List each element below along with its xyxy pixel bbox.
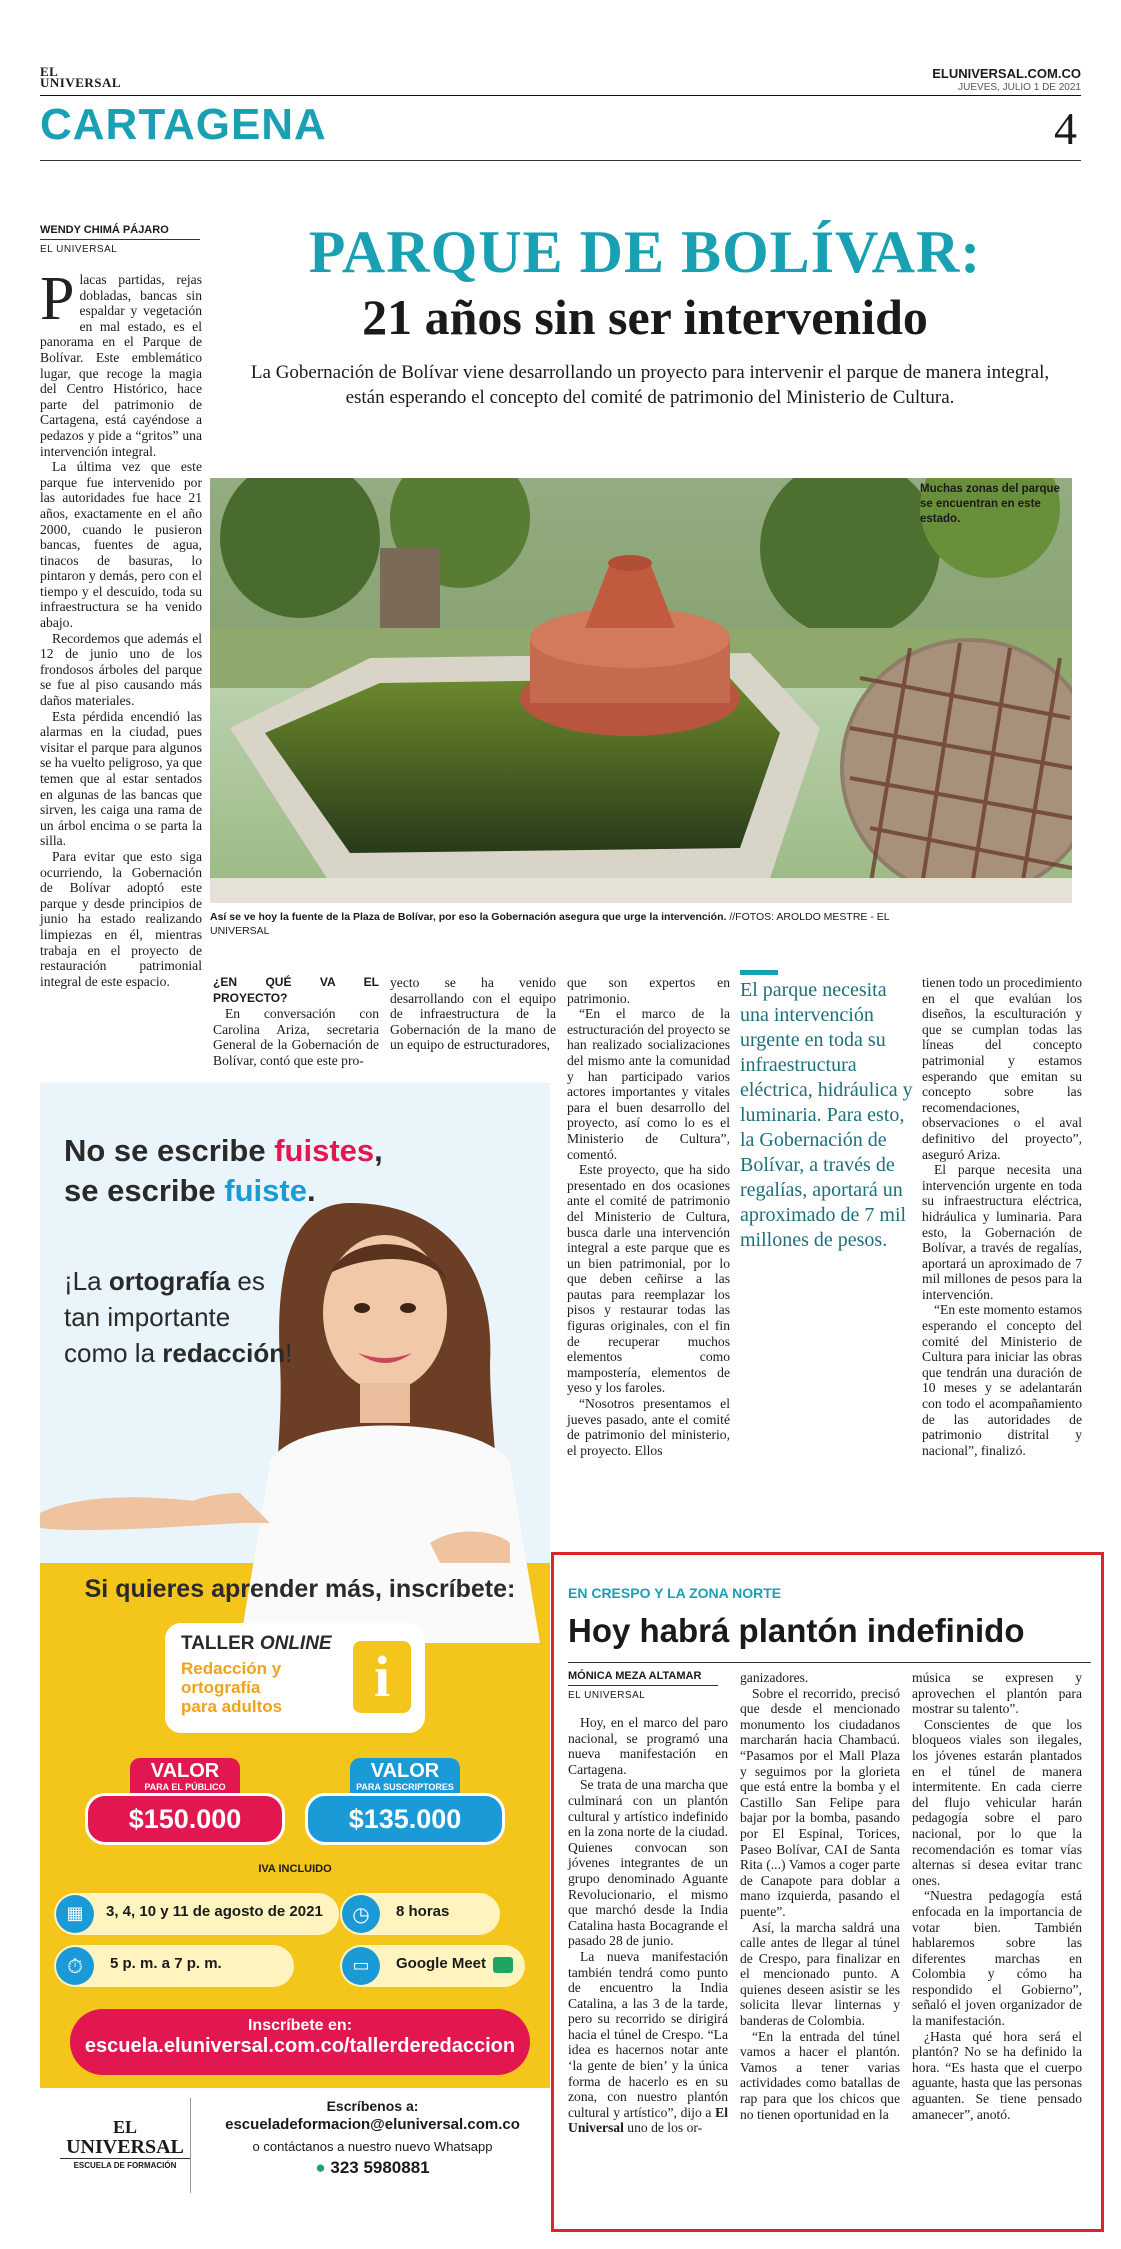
hours-text: 8 horas	[396, 1903, 450, 1920]
paragraph: Para evitar que esto siga ocurriendo, la Gobernación de Bolívar adoptó este parque y desde principios de junio ha estado realizando limpiezas en él, mientras trabaja en el proyecto de restauración patrimonial integral de este espacio.	[40, 848, 202, 989]
signup-label: Inscríbete en:	[247, 2017, 353, 2034]
paragraph: Esta pérdida encendió las alarmas en la ciudad, pues visitar el parque para algunos se ha vuelto peligroso, ya que temen que al estar sentados en algunas de las bancas que sirven, les caiga una rama de un árbol encima o se parta la silla.	[40, 708, 202, 849]
dates-text: 3, 4, 10 y 11 de agosto de 2021	[106, 1903, 323, 1920]
whatsapp-number[interactable]	[200, 2158, 545, 2178]
page-number: 4	[1054, 103, 1077, 154]
course-name	[181, 1659, 282, 1716]
contact-email[interactable]: escueladeformacion@eluniversal.com.co	[225, 2116, 520, 2133]
price-sub: PARA SUSCRIPTORES	[356, 1782, 454, 1792]
author-outlet: EL UNIVERSAL	[40, 244, 118, 255]
section-title: CARTAGENA	[40, 100, 327, 149]
signup-link[interactable]	[70, 2009, 530, 2075]
logo-subtitle: ESCUELA DE FORMACIÓN	[60, 2158, 190, 2170]
paragraph: Hoy, en el marco del paro nacional, se programó una nueva manifestación en Cartagena.	[568, 1715, 728, 1777]
platform-pill	[340, 1945, 525, 1987]
info-icon: i	[353, 1641, 411, 1713]
paragraph: La última vez que este parque fue intervenido por las autoridades fue hace 21 años, exactamente en el año 2000, cuando le pusieron bancas, fuentes de agua, tinacos de basuras, lo pintaron y demás, pero con el tiempo y el descuido, toda su infraestructura se ha venido abajo.	[40, 459, 202, 631]
ad-text: ¡La	[64, 1266, 109, 1296]
logo-line-2: UNIVERSAL	[40, 75, 122, 90]
paragraph: yecto se ha venido desarrollando con el equipo de infraestructura de la Gobernación de la mano de un equipo de estructuradores,	[390, 975, 556, 1053]
ad-text: se escribe	[64, 1173, 225, 1208]
header-rule	[40, 95, 1081, 96]
paragraph-bold: El Universal	[568, 2104, 728, 2136]
paragraph: Conscientes de que los bloqueos viales son ilegales, los jóvenes estarán plantados en el túnel de manera intermitente. En cada cierre del flujo vehicular harán pedagogía sobre el paro nacional, por lo que la recomendación es tomar vías alternas si desea evitar tranc ones.	[912, 1716, 1082, 1888]
paragraph	[40, 265, 202, 459]
pullquote: El parque necesita una intervención urgente en toda su infraestructura eléctrica, hidráulica y luminaria. Para esto, la Gobernación de Bolívar, a través de regalías, aportará un aproximado de 7 mil millones de pesos.	[740, 979, 913, 1251]
photo-credit: //FOTOS: AROLDO MESTRE - EL UNIVERSAL	[210, 911, 890, 937]
ad-line-3	[64, 1263, 364, 1299]
box-column-2	[740, 1670, 900, 2122]
caption-text: Así se ve hoy la fuente de la Plaza de Bolívar, por eso la Gobernación asegura que urge la intervención.	[210, 911, 727, 923]
dropcap: P	[40, 265, 75, 333]
section-rule	[40, 160, 1081, 161]
ad-line-1	[64, 1131, 404, 1171]
author-outlet: EL UNIVERSAL	[568, 1690, 646, 1701]
article-column-4	[567, 975, 730, 1458]
school-logo	[60, 2118, 190, 2170]
paragraph: Este proyecto, que ha sido presentado en dos ocasiones ante el comité de patrimonio del Ministerio de Cultura, busca darle una intervención integral a este parque que es un bien patrimonial, por lo que deben ceñirse a las pautas para reemplazar los pisos y restaurar todas las figuras originales, con el fin de recuperar muchos elementos como mampostería, elementos de yeso y los faroles.	[567, 1162, 730, 1396]
article-column-2	[213, 975, 379, 1069]
course-line: Redacción y	[181, 1659, 282, 1678]
stopwatch-icon: ⏱	[56, 1947, 94, 1985]
price-label-text: VALOR	[370, 1760, 440, 1782]
clock-icon: ◷	[342, 1895, 380, 1933]
price-subscriber	[305, 1758, 505, 1848]
monitor-icon: ▭	[342, 1947, 380, 1985]
box-rule	[568, 1662, 1091, 1663]
paragraph: ¿Hasta qué hora será el plantón? No se ha definido la hora. “Es hasta que el cuerpo aguante, hasta que las personas aguanten. Se tiene pensado amanecer”, anotó.	[912, 2028, 1082, 2122]
paragraph: música se expresen y aprovechen el plantón para mostrar su talento”.	[912, 1670, 1082, 1717]
paragraph: “En la entrada del túnel vamos a hacer el plantón. Vamos a tener varias actividades como batallas de rap para que los chicos que no tienen oportunidad en la	[740, 2028, 900, 2122]
time-text: 5 p. m. a 7 p. m.	[110, 1955, 222, 1972]
hours-pill	[340, 1893, 500, 1935]
paragraph: Sobre el recorrido, precisó que desde el mencionado monumento los ciudadanos marcharán hacia Chambacú. “Pasamos por el Mall Plaza y seguimos por la glorieta que está entre la bomba y el Castillo San Felipe para bajar por la bomba, pasando por El Espinal, Torices, Paseo Bolívar, CAI de Santa Rita (...) Vamos a coger parte de Canapote para doblar a mano izquierda, pasando el puente”.	[740, 1685, 900, 1919]
subhead: ¿EN QUÉ VA EL PROYECTO?	[213, 975, 379, 1005]
logo-line-1: EL	[40, 64, 59, 79]
box-byline	[568, 1670, 718, 1701]
ad-text: !	[285, 1338, 293, 1368]
ad-line-4: tan importante	[64, 1302, 231, 1332]
contact-block	[200, 2098, 545, 2178]
paragraph: “En este momento estamos esperando el concepto del comité del Ministerio de Cultura para iniciar las obras que tendrán una duración de 10 meses y se adelantarán con todo el acompañamiento de las autoridades de patrimonio distrital y nacional”, finalizó.	[922, 1302, 1082, 1458]
taller-title	[181, 1633, 332, 1655]
paragraph	[568, 1949, 728, 2136]
photo-side-caption: Muchas zonas del parque se encuentran en este estado.	[920, 483, 1060, 525]
footer-divider	[190, 2098, 191, 2193]
course-line: ortografía	[181, 1678, 261, 1697]
pullquote-accent	[740, 970, 778, 975]
taller-word: TALLER	[181, 1633, 255, 1654]
ad-text-bold: ortografía	[108, 1266, 231, 1296]
paragraph: “Nuestra pedagogía está enfocada en la importancia de votar bien. También hablaremos sobre las diferentes marchas en Colombia y cómo ha respondido el Gobierno”, señaló el joven organizador de la manifestación.	[912, 1888, 1082, 2029]
price-public	[85, 1758, 285, 1848]
paragraph-text: La nueva manifestación también tendrá como punto de encuentro la India Catalina, a las 3 de la tarde, pero su recorrido se dirigirá hacia el túnel de Crespo. “La idea es hacernos notar ante ‘la gente de bien’ y la única forma de hacerlo es en su zona, con nuestro plantón cultural y artístico”, dijo a	[568, 1948, 728, 2120]
time-pill	[54, 1945, 294, 1987]
platform-text: Google Meet	[396, 1955, 487, 1972]
masthead-logo	[40, 66, 121, 88]
whatsapp-icon: ●	[315, 2158, 326, 2177]
whatsapp-label: o contáctanos a nuestro nuevo Whatsapp	[252, 2139, 493, 2154]
calendar-icon: ▦	[56, 1895, 94, 1933]
price-sub: PARA EL PÚBLICO	[144, 1782, 226, 1792]
iva-note: IVA INCLUIDO	[258, 1863, 332, 1875]
price-label	[350, 1758, 460, 1793]
taller-online: ONLINE	[259, 1633, 332, 1654]
write-us-label: Escríbenos a:	[326, 2098, 419, 2114]
price-label-text: VALOR	[150, 1760, 220, 1782]
hand-illustration	[40, 1488, 240, 1538]
article-column-3	[390, 975, 556, 1053]
ad-text: No se escribe	[64, 1133, 275, 1168]
signup-url[interactable]: escuela.eluniversal.com.co/tallerderedaccion	[84, 2035, 516, 2057]
paragraph: ganizadores.	[740, 1670, 809, 1685]
course-line: para adultos	[181, 1697, 283, 1716]
box-column-1	[568, 1715, 728, 2136]
logo-line: EL	[112, 2117, 137, 2137]
box-kicker: EN CRESPO Y LA ZONA NORTE	[568, 1585, 782, 1601]
paragraph: En conversación con Carolina Ariza, secretaria General de la Gobernación de Bolívar, contó que este pro-	[213, 1006, 379, 1068]
park-fountain-photo	[210, 478, 1072, 903]
box-headline: Hoy habrá plantón indefinido	[568, 1612, 1025, 1649]
box-column-3	[912, 1670, 1082, 2122]
publication-date: JUEVES, JULIO 1 DE 2021	[958, 82, 1081, 93]
author-name: MÓNICA MEZA ALTAMAR	[568, 1670, 718, 1686]
ad-text: ,	[374, 1133, 383, 1168]
ad-text: .	[306, 1173, 316, 1208]
woman-illustration	[180, 1163, 550, 1643]
ad-headline	[64, 1131, 404, 1211]
site-url[interactable]: ELUNIVERSAL.COM.CO	[932, 66, 1081, 81]
paragraph-text: uno de los or-	[623, 2120, 703, 2136]
headline-main: PARQUE DE BOLÍVAR:	[308, 219, 982, 285]
logo-line: UNIVERSAL	[66, 2136, 184, 2158]
paragraph: Recordemos que además el 12 de junio uno de los frondosos árboles del parque se fue al piso causando más daños materiales.	[40, 630, 202, 709]
taller-badge	[165, 1623, 425, 1733]
ad-cta: Si quieres aprender más, inscríbete:	[84, 1575, 516, 1603]
ad-text-highlight: fuistes	[274, 1133, 375, 1168]
paragraph: El parque necesita una intervención urgente en toda su infraestructura eléctrica, hidráulica y luminaria. Para esto, la Gobernación de Bolívar, a través de regalías, aportará un aproximado de 7 mil millones de pesos para la intervención.	[922, 1162, 1082, 1302]
price-value: $135.000	[305, 1793, 505, 1845]
headline-sub: 21 años sin ser intervenido	[362, 289, 928, 345]
ad-text: es	[230, 1266, 265, 1296]
ad-text-bold: redacción	[162, 1338, 286, 1368]
paragraph: Así, la marcha saldrá una calle antes de llegar al túnel de Crespo, para finalizar en el mencionado punto. A quienes deseen asistir se les solicita llevar linternas y banderas de Colombia.	[740, 1919, 900, 2029]
paragraph: “En el marco de la estructuración del proyecto se han realizado socializaciones del mismo ante la comunidad y han participado varios actores importantes y vitales para el buen desarrollo del proyecto, así como lo es el Ministerio de Cultura”, comentó.	[567, 1006, 730, 1162]
workshop-advertisement[interactable]	[40, 1083, 550, 2209]
ad-line-2	[64, 1171, 404, 1211]
paragraph: tienen todo un procedimiento en el que evalúan los diseños, la esculturación y que se cumplan todas las líneas del concepto patrimonial y estamos esperando que emitan su concepto sobre las recomendaciones, observaciones o el aval definitivo del proyecto”, aseguró Ariza.	[922, 975, 1082, 1162]
paragraph-text: lacas partidas, rejas dobladas, bancas sin espaldar y vegetación en mal estado, es el panorama en el Parque de Bolívar. Este emblemático lugar, que recoge la magia del Centro Histórico, hace parte del patrimonio de Cartagena, está cayéndose a pedazos y pide a “gritos” una intervención integral.	[40, 272, 202, 459]
photo-illustration	[210, 478, 1072, 903]
article-column-1	[40, 265, 202, 989]
meet-icon	[493, 1957, 513, 1973]
price-label	[130, 1758, 240, 1793]
author-name: WENDY CHIMÁ PÁJARO	[40, 224, 200, 240]
paragraph: que son expertos en patrimonio.	[567, 975, 730, 1006]
dates-pill	[54, 1893, 339, 1935]
price-value: $150.000	[85, 1793, 285, 1845]
phone-number: 323 5980881	[330, 2158, 430, 2177]
paragraph: “Nosotros presentamos el jueves pasado, ante el comité de patrimonio del ministerio, el proyecto. Ellos	[567, 1396, 730, 1458]
ad-text: como la	[64, 1338, 163, 1368]
ad-subheadline	[64, 1263, 364, 1371]
ad-text-highlight: fuiste	[224, 1173, 307, 1208]
article-column-6	[922, 975, 1082, 1458]
article-byline	[40, 224, 200, 255]
photo-caption	[210, 910, 900, 938]
article-deck: La Gobernación de Bolívar viene desarrollando un proyecto para intervenir el parque de manera integral, están esperando el concepto del comité de patrimonio del Ministerio de Cultura.	[250, 362, 1050, 408]
paragraph: Se trata de una marcha que culminará con un plantón cultural y artístico indefinido en la zona norte de la ciudad. Quienes convocan son jóvenes integrantes de un grupo denominado Aguante Revolucionario, el mismo que marchó desde la India Catalina hasta Bocagrande el pasado 28 de junio.	[568, 1777, 728, 1949]
ad-line-5	[64, 1335, 364, 1371]
